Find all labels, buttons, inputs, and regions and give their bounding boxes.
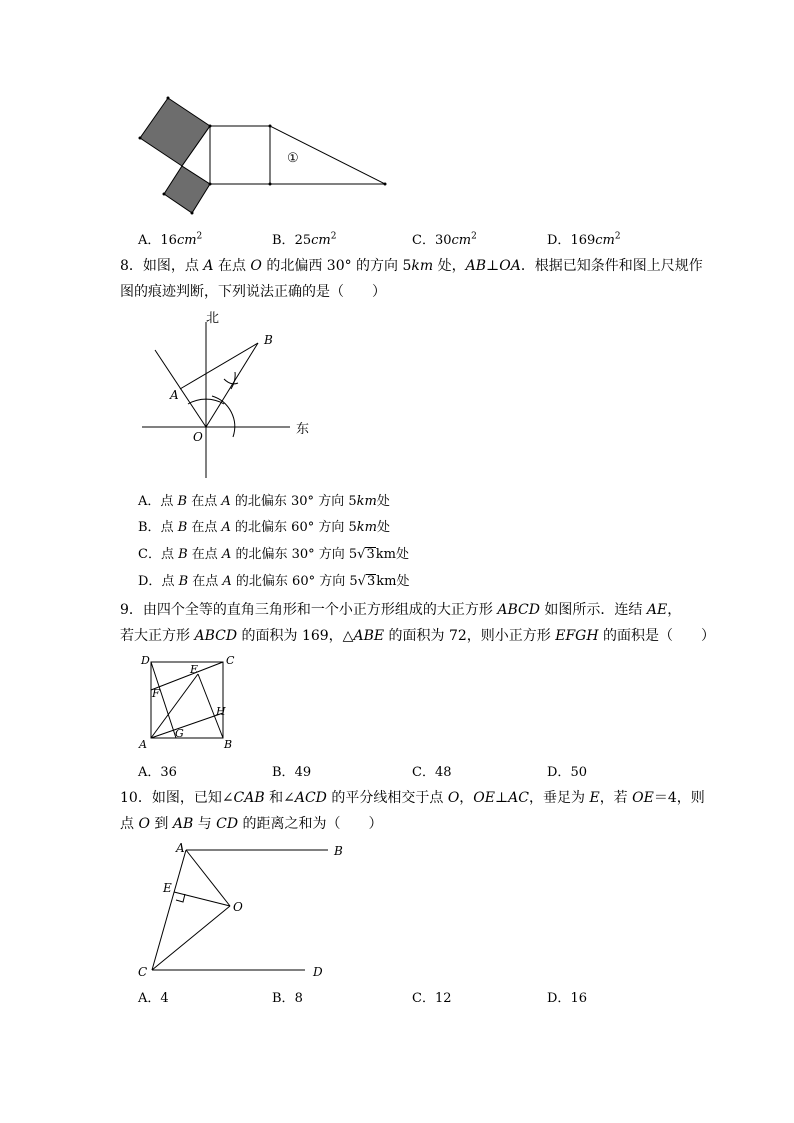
- q8-point-o: O: [193, 430, 203, 444]
- q7-option-b[interactable]: B．$25cm^2$: [272, 231, 337, 248]
- q9-point-b: B: [224, 738, 233, 751]
- q8-option-c[interactable]: C．点 B 在点 A 的北偏东 30° 方向 5√3km处: [138, 547, 409, 562]
- q9-line-1: 9．由四个全等的直角三角形和一个小正方形组成的大正方形 ABCD 如图所示．连结 AE，: [120, 602, 682, 618]
- q9-point-d: D: [141, 654, 150, 667]
- q9-figure: [135, 652, 245, 754]
- q8-figure: [140, 310, 320, 480]
- q10-point-c: C: [138, 965, 148, 979]
- q7-option-d[interactable]: D．$169cm^2$: [547, 231, 621, 248]
- q10-option-b[interactable]: B．8: [272, 991, 303, 1006]
- q10-option-a[interactable]: A．4: [138, 991, 169, 1006]
- q9-line-2: 若大正方形 ABCD 的面积为 169，△ABE 的面积为 72，则小正方形 EFGH 的面积是（ ）: [120, 628, 716, 644]
- q7-option-c[interactable]: C．$30cm^2$: [412, 231, 477, 248]
- q8-point-a: A: [170, 388, 179, 402]
- q8-option-b[interactable]: B．点 B 在点 A 的北偏东 60° 方向 5km处: [138, 520, 390, 535]
- q9-option-b[interactable]: B．49: [272, 765, 312, 780]
- q10-stem: [120, 785, 705, 837]
- q10-options: [138, 987, 698, 1007]
- q8-east-label: 东: [296, 422, 310, 437]
- q10-point-b: B: [334, 844, 343, 858]
- q10-option-c[interactable]: C．12: [412, 991, 452, 1006]
- q9-option-c[interactable]: C．48: [412, 765, 452, 780]
- q10-point-o: O: [233, 900, 243, 914]
- q7-figure: [130, 90, 400, 220]
- q9-point-c: C: [226, 654, 235, 667]
- q10-line-1: 10．如图，已知∠CAB 和∠ACD 的平分线相交于点 O，OE⊥AC，垂足为 E，若 OE＝4，则: [120, 790, 705, 806]
- q7-circled-label: ①: [287, 151, 299, 166]
- q7-option-a[interactable]: A．$16cm^2$: [138, 231, 203, 248]
- q10-figure: [130, 838, 350, 983]
- q9-point-h: H: [216, 705, 226, 718]
- q8-line-1: 8．如图，点 A 在点 O 的北偏西 30° 的方向 5km 处，AB⊥OA．根据已知条件和图上尺规作: [120, 258, 703, 274]
- q10-option-d[interactable]: D．16: [547, 991, 587, 1006]
- q7-options: [138, 229, 698, 249]
- q9-point-e: E: [190, 663, 199, 676]
- q10-point-d: D: [313, 965, 323, 979]
- q9-option-d[interactable]: D．50: [547, 765, 587, 780]
- q8-north-label: 北: [206, 311, 220, 326]
- q8-point-b: B: [264, 333, 273, 347]
- q8-line-2: 图的痕迹判断，下列说法正确的是（ ）: [120, 284, 386, 300]
- q8-stem: [120, 253, 703, 305]
- q9-options: [138, 761, 698, 781]
- q7-middle-square: [210, 126, 270, 184]
- q9-point-g: G: [175, 727, 184, 740]
- q9-stem: [120, 597, 716, 649]
- q8-option-a[interactable]: A．点 B 在点 A 的北偏东 30° 方向 5km处: [138, 494, 390, 509]
- q8-option-d[interactable]: D．点 B 在点 A 的北偏东 60° 方向 5√3km处: [138, 574, 410, 589]
- q9-option-a[interactable]: A．36: [138, 765, 177, 780]
- q9-point-f: F: [152, 687, 160, 700]
- q10-point-a: A: [176, 841, 185, 855]
- q10-point-e: E: [163, 881, 172, 895]
- q9-point-a: A: [139, 738, 147, 751]
- q10-line-2: 点 O 到 AB 与 CD 的距离之和为（ ）: [120, 816, 383, 832]
